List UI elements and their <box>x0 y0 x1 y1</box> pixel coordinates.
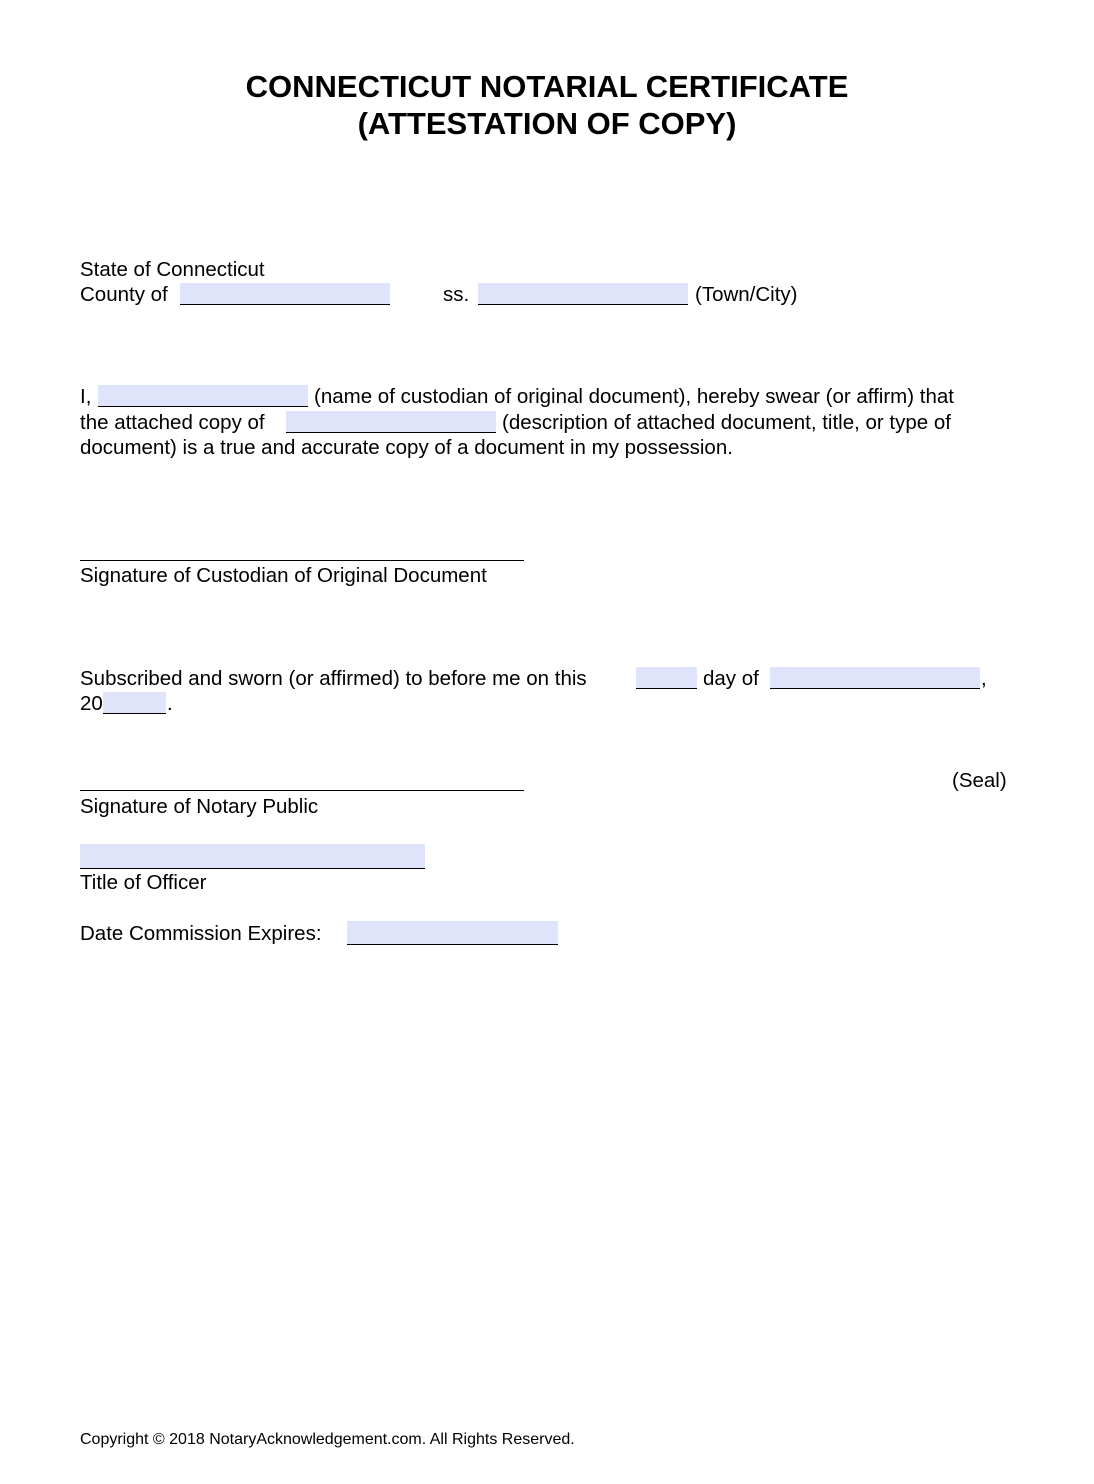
state-label: State of Connecticut <box>80 258 265 281</box>
jurat-comma: , <box>981 667 987 690</box>
notary-signature-label: Signature of Notary Public <box>80 795 319 818</box>
document-description-field[interactable] <box>286 411 496 433</box>
town-city-field[interactable] <box>478 283 688 305</box>
statement-line1-text: (name of custodian of original document), hereby swear (or affirm) that <box>314 385 954 408</box>
county-label: County of <box>80 283 168 306</box>
commission-expires-field[interactable] <box>347 921 558 945</box>
day-field[interactable] <box>636 667 697 689</box>
year-field[interactable] <box>103 692 166 714</box>
year-period: . <box>167 692 173 715</box>
statement-line2-text: (description of attached document, title, or type of <box>502 411 951 434</box>
jurat-text: Subscribed and sworn (or affirmed) to before me on this <box>80 667 587 690</box>
attached-copy-label: the attached copy of <box>80 411 265 434</box>
title-of-officer-field[interactable] <box>80 844 425 869</box>
seal-label: (Seal) <box>952 769 1007 792</box>
day-of-label: day of <box>703 667 759 690</box>
month-field[interactable] <box>770 667 980 689</box>
document-title-line1: CONNECTICUT NOTARIAL CERTIFICATE <box>245 69 849 104</box>
i-label: I, <box>80 385 92 408</box>
commission-expires-label: Date Commission Expires: <box>80 922 322 945</box>
custodian-signature-line[interactable] <box>80 560 524 561</box>
document-title-line2: (ATTESTATION OF COPY) <box>357 106 737 141</box>
town-city-label: (Town/City) <box>695 283 798 306</box>
custodian-name-field[interactable] <box>98 385 308 407</box>
year-prefix-label: 20 <box>80 692 103 715</box>
copyright-footer: Copyright © 2018 NotaryAcknowledgement.com. All Rights Reserved. <box>80 1431 575 1448</box>
ss-label: ss. <box>443 283 470 306</box>
custodian-signature-label: Signature of Custodian of Original Document <box>80 564 487 587</box>
statement-line3-text: document) is a true and accurate copy of a document in my possession. <box>80 436 733 459</box>
county-field[interactable] <box>180 283 390 305</box>
notary-signature-line[interactable] <box>80 790 524 791</box>
title-of-officer-label: Title of Officer <box>80 871 207 894</box>
